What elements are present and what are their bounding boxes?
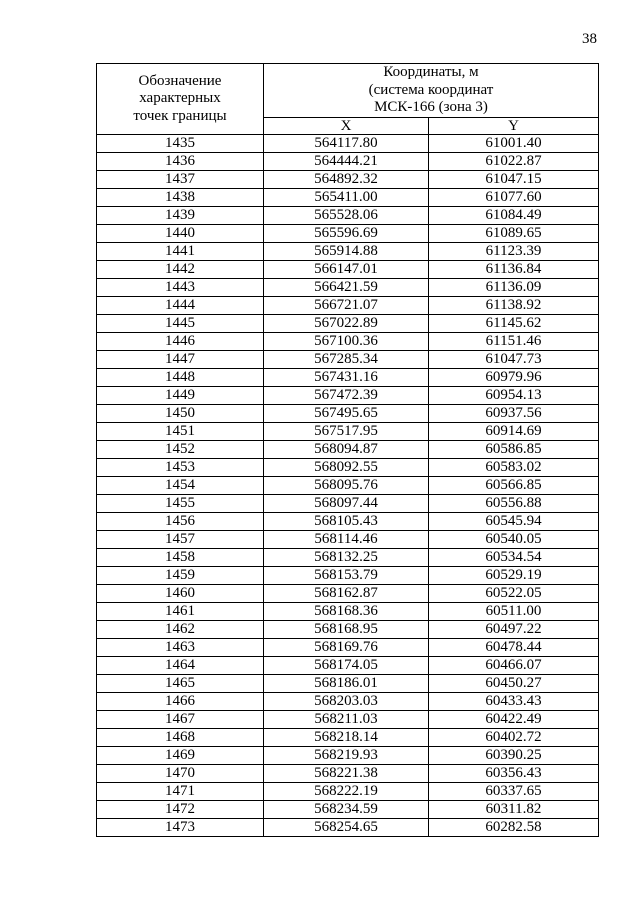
y-coordinate-cell: 60586.85 xyxy=(429,440,599,458)
table-row xyxy=(97,296,599,314)
table-row xyxy=(97,476,599,494)
point-id-cell: 1470 xyxy=(97,764,264,782)
table-row xyxy=(97,818,599,836)
table-row xyxy=(97,404,599,422)
x-coordinate-cell: 564892.32 xyxy=(264,170,429,188)
table-row xyxy=(97,620,599,638)
point-designation-header-line: характерных xyxy=(139,90,221,106)
x-coordinate-cell: 565914.88 xyxy=(264,242,429,260)
table-row xyxy=(97,314,599,332)
y-coordinate-cell: 61123.39 xyxy=(429,242,599,260)
table-row xyxy=(97,152,599,170)
x-coordinate-cell: 568219.93 xyxy=(264,746,429,764)
table-row xyxy=(97,494,599,512)
point-id-cell: 1453 xyxy=(97,458,264,476)
y-coordinate-cell: 60529.19 xyxy=(429,566,599,584)
table-row xyxy=(97,638,599,656)
y-coordinate-cell: 60466.07 xyxy=(429,656,599,674)
point-id-cell: 1473 xyxy=(97,818,264,836)
coordinates-header-line: Координаты, м xyxy=(383,64,479,80)
table-header-row xyxy=(97,64,599,118)
y-coordinate-cell: 61136.84 xyxy=(429,260,599,278)
point-id-cell: 1460 xyxy=(97,584,264,602)
point-id-cell: 1461 xyxy=(97,602,264,620)
point-id-cell: 1449 xyxy=(97,386,264,404)
table-row xyxy=(97,800,599,818)
x-coordinate-cell: 567022.89 xyxy=(264,314,429,332)
point-designation-header-line: Обозначение xyxy=(138,72,222,89)
point-id-cell: 1463 xyxy=(97,638,264,656)
point-id-cell: 1450 xyxy=(97,404,264,422)
point-id-cell: 1444 xyxy=(97,296,264,314)
point-id-cell: 1464 xyxy=(97,656,264,674)
y-coordinate-cell: 61001.40 xyxy=(429,134,599,152)
table-row xyxy=(97,350,599,368)
y-coordinate-cell: 60566.85 xyxy=(429,476,599,494)
table-row xyxy=(97,368,599,386)
y-coordinate-cell: 61022.87 xyxy=(429,152,599,170)
y-coordinate-cell: 60422.49 xyxy=(429,710,599,728)
y-coordinate-cell: 60556.88 xyxy=(429,494,599,512)
x-coordinate-cell: 568153.79 xyxy=(264,566,429,584)
table-row xyxy=(97,692,599,710)
table-row xyxy=(97,656,599,674)
point-designation-header-line: точек границы xyxy=(133,107,227,124)
point-id-cell: 1457 xyxy=(97,530,264,548)
point-id-cell: 1442 xyxy=(97,260,264,278)
y-coordinate-cell: 61047.15 xyxy=(429,170,599,188)
x-coordinate-cell: 564444.21 xyxy=(264,152,429,170)
table-body xyxy=(97,134,599,836)
y-coordinate-cell: 60356.43 xyxy=(429,764,599,782)
y-coordinate-cell: 60522.05 xyxy=(429,584,599,602)
table-row xyxy=(97,332,599,350)
point-id-cell: 1459 xyxy=(97,566,264,584)
y-coordinate-cell: 60937.56 xyxy=(429,404,599,422)
table-row xyxy=(97,278,599,296)
point-id-cell: 1456 xyxy=(97,512,264,530)
table-row xyxy=(97,746,599,764)
table-row xyxy=(97,530,599,548)
y-coordinate-cell: 61047.73 xyxy=(429,350,599,368)
boundary-coordinates-table xyxy=(96,63,599,837)
point-id-cell: 1436 xyxy=(97,152,264,170)
table-row xyxy=(97,242,599,260)
point-id-cell: 1465 xyxy=(97,674,264,692)
table-row xyxy=(97,764,599,782)
table-row xyxy=(97,422,599,440)
y-coordinate-cell: 60433.43 xyxy=(429,692,599,710)
y-coordinate-cell: 60979.96 xyxy=(429,368,599,386)
coordinates-header-line: (система координат xyxy=(368,81,494,98)
point-id-cell: 1445 xyxy=(97,314,264,332)
y-coordinate-cell: 61138.92 xyxy=(429,296,599,314)
x-coordinate-cell: 566421.59 xyxy=(264,278,429,296)
y-coordinate-cell: 60390.25 xyxy=(429,746,599,764)
point-id-cell: 1468 xyxy=(97,728,264,746)
point-id-cell: 1452 xyxy=(97,440,264,458)
x-coordinate-cell: 567472.39 xyxy=(264,386,429,404)
point-id-cell: 1435 xyxy=(97,134,264,152)
y-coordinate-cell: 60282.58 xyxy=(429,818,599,836)
x-coordinate-cell: 568169.76 xyxy=(264,638,429,656)
table-row xyxy=(97,584,599,602)
x-coordinate-cell: 564117.80 xyxy=(264,134,429,152)
x-coordinate-cell: 567431.16 xyxy=(264,368,429,386)
point-id-cell: 1451 xyxy=(97,422,264,440)
point-id-cell: 1462 xyxy=(97,620,264,638)
x-coordinate-cell: 568094.87 xyxy=(264,440,429,458)
point-id-cell: 1472 xyxy=(97,800,264,818)
x-coordinate-cell: 566147.01 xyxy=(264,260,429,278)
point-id-cell: 1448 xyxy=(97,368,264,386)
y-coordinate-cell: 60583.02 xyxy=(429,458,599,476)
x-coordinate-cell: 568234.59 xyxy=(264,800,429,818)
y-column-header: Y xyxy=(429,117,599,134)
table-row xyxy=(97,782,599,800)
table-row xyxy=(97,386,599,404)
table-row xyxy=(97,710,599,728)
x-coordinate-cell: 565528.06 xyxy=(264,206,429,224)
y-coordinate-cell: 60534.54 xyxy=(429,548,599,566)
point-id-cell: 1447 xyxy=(97,350,264,368)
x-coordinate-cell: 568114.46 xyxy=(264,530,429,548)
x-coordinate-cell: 568174.05 xyxy=(264,656,429,674)
x-coordinate-cell: 567517.95 xyxy=(264,422,429,440)
y-coordinate-cell: 60540.05 xyxy=(429,530,599,548)
table-row xyxy=(97,188,599,206)
point-id-cell: 1443 xyxy=(97,278,264,296)
point-id-cell: 1439 xyxy=(97,206,264,224)
x-coordinate-cell: 568211.03 xyxy=(264,710,429,728)
coordinates-header-line: МСК-166 (зона 3) xyxy=(374,99,488,115)
page-number: 38 xyxy=(582,31,597,47)
y-coordinate-cell: 60954.13 xyxy=(429,386,599,404)
y-coordinate-cell: 60545.94 xyxy=(429,512,599,530)
x-coordinate-cell: 567285.34 xyxy=(264,350,429,368)
point-id-cell: 1467 xyxy=(97,710,264,728)
y-coordinate-cell: 61136.09 xyxy=(429,278,599,296)
x-coordinate-cell: 567100.36 xyxy=(264,332,429,350)
y-coordinate-cell: 61151.46 xyxy=(429,332,599,350)
x-coordinate-cell: 568221.38 xyxy=(264,764,429,782)
x-coordinate-cell: 567495.65 xyxy=(264,404,429,422)
x-coordinate-cell: 568132.25 xyxy=(264,548,429,566)
y-coordinate-cell: 60337.65 xyxy=(429,782,599,800)
point-id-cell: 1437 xyxy=(97,170,264,188)
x-coordinate-cell: 565596.69 xyxy=(264,224,429,242)
coordinates-header xyxy=(264,64,599,118)
x-coordinate-cell: 568222.19 xyxy=(264,782,429,800)
point-id-cell: 1446 xyxy=(97,332,264,350)
y-coordinate-cell: 61077.60 xyxy=(429,188,599,206)
table-row xyxy=(97,728,599,746)
y-coordinate-cell: 60402.72 xyxy=(429,728,599,746)
point-id-cell: 1454 xyxy=(97,476,264,494)
x-coordinate-cell: 568105.43 xyxy=(264,512,429,530)
point-id-cell: 1458 xyxy=(97,548,264,566)
y-coordinate-cell: 60478.44 xyxy=(429,638,599,656)
table-row xyxy=(97,602,599,620)
x-coordinate-cell: 568254.65 xyxy=(264,818,429,836)
y-coordinate-cell: 60497.22 xyxy=(429,620,599,638)
y-coordinate-cell: 61145.62 xyxy=(429,314,599,332)
point-id-cell: 1469 xyxy=(97,746,264,764)
x-coordinate-cell: 568218.14 xyxy=(264,728,429,746)
y-coordinate-cell: 60914.69 xyxy=(429,422,599,440)
table-row xyxy=(97,566,599,584)
y-coordinate-cell: 61084.49 xyxy=(429,206,599,224)
x-coordinate-cell: 568097.44 xyxy=(264,494,429,512)
point-id-cell: 1455 xyxy=(97,494,264,512)
x-coordinate-cell: 566721.07 xyxy=(264,296,429,314)
y-coordinate-cell: 60450.27 xyxy=(429,674,599,692)
table-row xyxy=(97,548,599,566)
table-row xyxy=(97,206,599,224)
table-row xyxy=(97,674,599,692)
table-row xyxy=(97,170,599,188)
x-coordinate-cell: 568186.01 xyxy=(264,674,429,692)
x-coordinate-cell: 568095.76 xyxy=(264,476,429,494)
x-coordinate-cell: 568168.95 xyxy=(264,620,429,638)
point-id-cell: 1466 xyxy=(97,692,264,710)
x-coordinate-cell: 568092.55 xyxy=(264,458,429,476)
y-coordinate-cell: 60311.82 xyxy=(429,800,599,818)
point-id-cell: 1438 xyxy=(97,188,264,206)
point-id-cell: 1471 xyxy=(97,782,264,800)
table-row xyxy=(97,440,599,458)
x-coordinate-cell: 565411.00 xyxy=(264,188,429,206)
y-coordinate-cell: 60511.00 xyxy=(429,602,599,620)
table-header xyxy=(97,64,599,135)
table-row xyxy=(97,260,599,278)
table-row xyxy=(97,458,599,476)
table-row xyxy=(97,512,599,530)
point-designation-header xyxy=(97,64,264,135)
y-coordinate-cell: 61089.65 xyxy=(429,224,599,242)
x-coordinate-cell: 568168.36 xyxy=(264,602,429,620)
x-column-header: X xyxy=(264,117,429,134)
table-row xyxy=(97,134,599,152)
point-id-cell: 1441 xyxy=(97,242,264,260)
x-coordinate-cell: 568162.87 xyxy=(264,584,429,602)
table-row xyxy=(97,224,599,242)
x-coordinate-cell: 568203.03 xyxy=(264,692,429,710)
point-id-cell: 1440 xyxy=(97,224,264,242)
